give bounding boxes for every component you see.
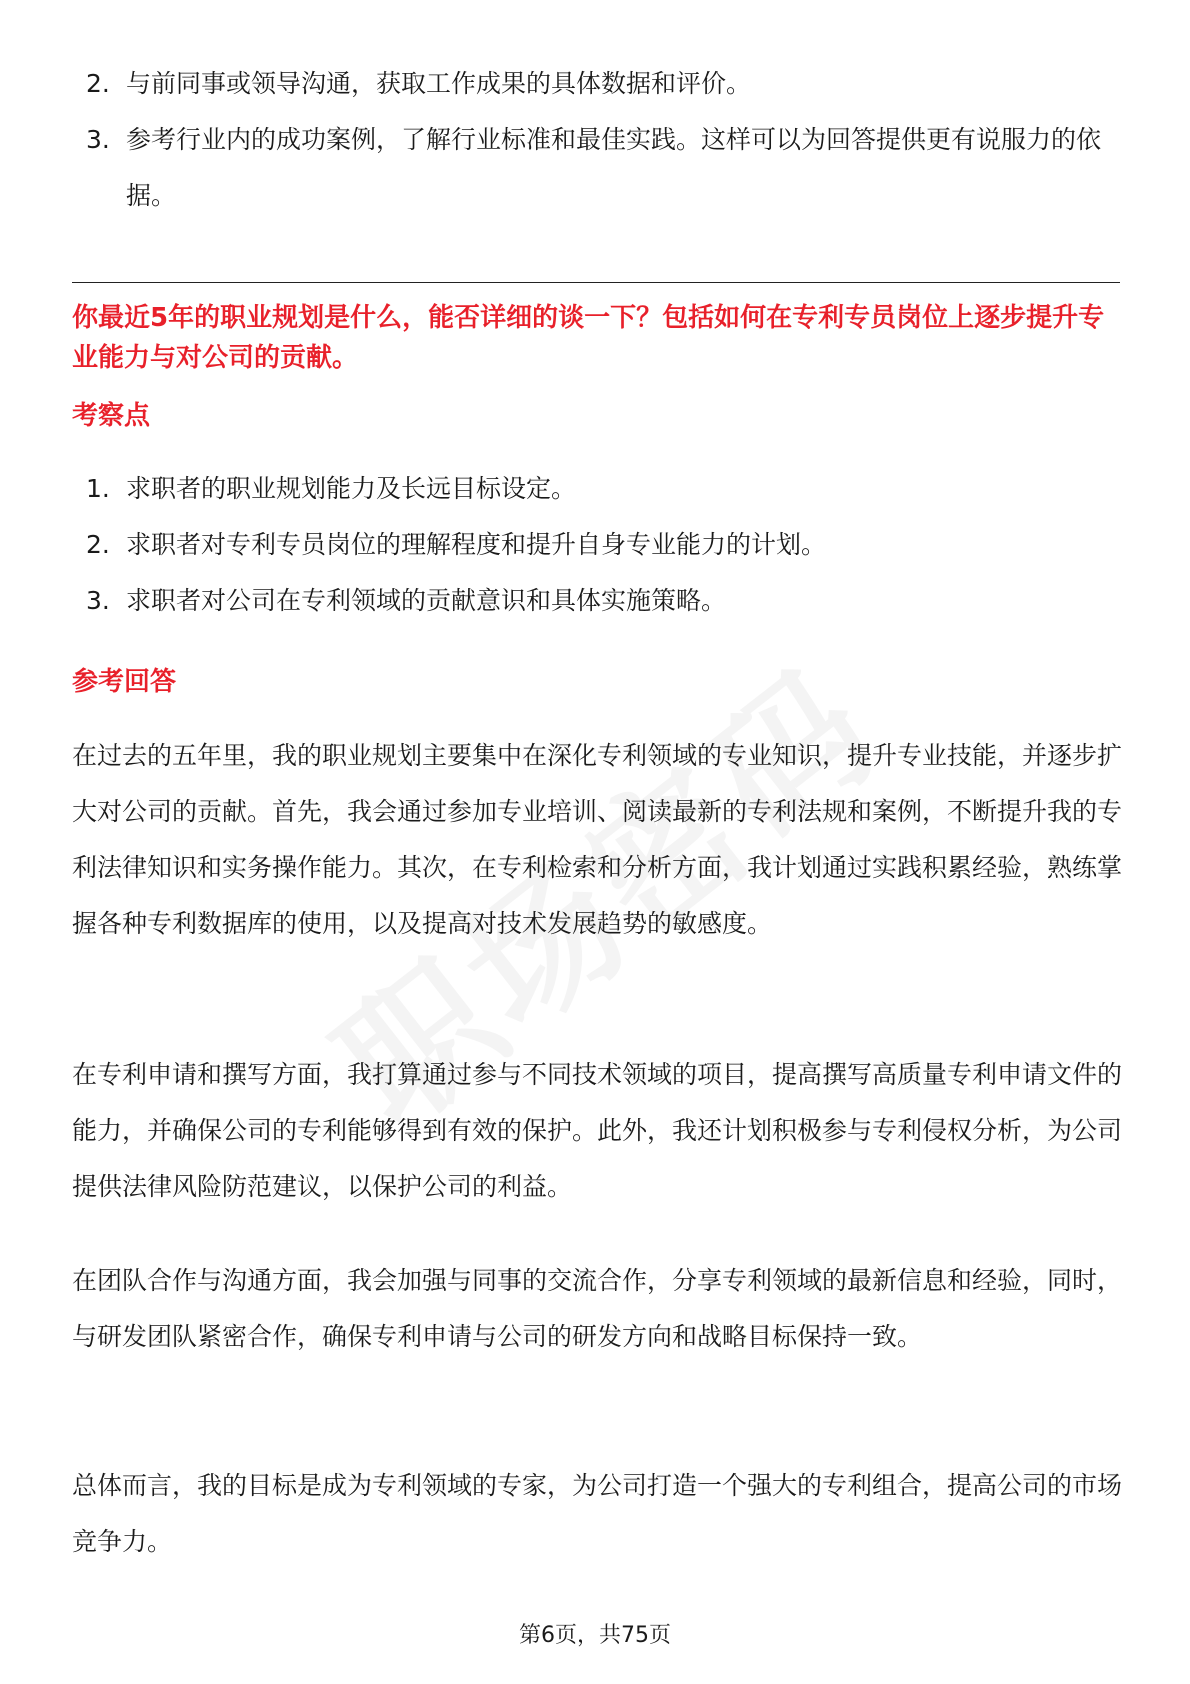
list-item-text: 求职者对公司在专利领域的贡献意识和具体实施策略。: [126, 586, 727, 615]
list-item-text: 求职者的职业规划能力及长远目标设定。: [126, 474, 577, 503]
list-item: [72, 461, 1118, 517]
answer-paragraph: 在团队合作与沟通方面，我会加强与同事的交流合作，分享专利领域的最新信息和经验，同时，与研发团队紧密合作，确保专利申请与公司的研发方向和战略目标保持一致。: [72, 1266, 1123, 1351]
answer-paragraph: 在专利申请和撰写方面，我打算通过参与不同技术领域的项目，提高撰写高质量专利申请文件的能力，并确保公司的专利能够得到有效的保护。此外，我还计划积极参与专利侵权分析，为公司提供法律风险防范建议，以保护公司的利益。: [72, 1060, 1123, 1201]
list-item-text: 求职者对专利专员岗位的理解程度和提升自身专业能力的计划。: [126, 530, 827, 559]
kaocha-heading: 考察点: [72, 401, 151, 431]
section-divider: [72, 282, 1120, 283]
answer-paragraph: 总体而言，我的目标是成为专利领域的专家，为公司打造一个强大的专利组合，提高公司的市场竞争力。: [72, 1471, 1123, 1556]
list-item-number: 3.: [86, 125, 110, 154]
top-numbered-list: [72, 56, 1118, 224]
answer-paragraph: 在过去的五年里，我的职业规划主要集中在深化专利领域的专业知识，提升专业技能，并逐步扩大对公司的贡献。首先，我会通过参加专业培训、阅读最新的专利法规和案例，不断提升我的专利法律知识和实务操作能力。其次，在专利检索和分析方面，我计划通过实践积累经验，熟练掌握各种专利数据库的使用，以及提高对技术发展趋势的敏感度。: [72, 741, 1123, 938]
question-heading: 你最近5年的职业规划是什么，能否详细的谈一下？包括如何在专利专员岗位上逐步提升专业能力与对公司的贡献。: [72, 303, 1105, 373]
list-item-number: 2.: [86, 530, 110, 559]
list-item-number: 2.: [86, 69, 110, 98]
kaocha-list: [72, 461, 1118, 629]
list-item: [72, 573, 1118, 629]
page-number-footer: 第6页，共75页: [519, 1623, 671, 1648]
list-item: [72, 56, 1118, 112]
list-item: [72, 517, 1118, 573]
list-item-number: 3.: [86, 586, 110, 615]
list-item: [72, 112, 1118, 224]
list-item-text: 参考行业内的成功案例，了解行业标准和最佳实践。这样可以为回答提供更有说服力的依据。: [126, 125, 1102, 210]
list-item-text: 与前同事或领导沟通，获取工作成果的具体数据和评价。: [126, 69, 752, 98]
answer-heading: 参考回答: [72, 667, 177, 697]
list-item-number: 1.: [86, 474, 110, 503]
